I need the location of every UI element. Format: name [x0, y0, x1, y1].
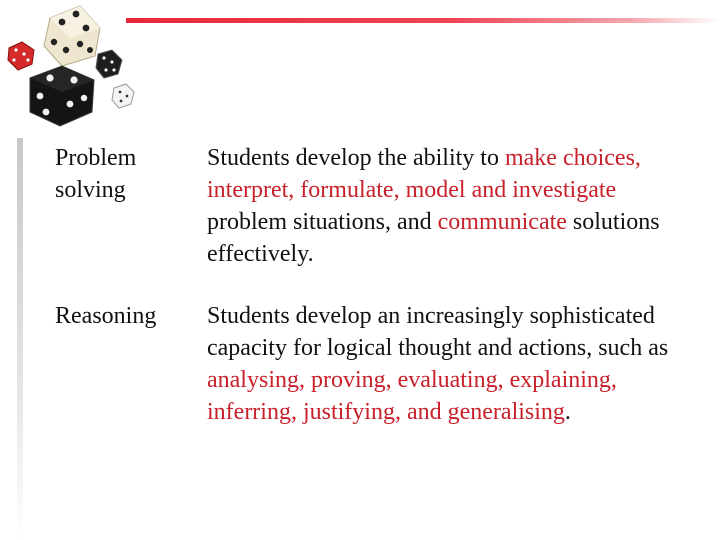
dice-icon [0, 0, 140, 140]
top-accent-rule [126, 18, 720, 23]
term-reasoning: Reasoning [55, 303, 157, 329]
desc-text: problem situations, and [207, 209, 438, 235]
desc-highlight: make choices, interpret, formulate, model and investigate [207, 145, 641, 203]
tiny-white-die-icon [112, 84, 134, 108]
small-black-die-icon [96, 50, 122, 78]
ivory-die-icon [44, 6, 100, 66]
description-reasoning [207, 300, 677, 428]
term-line-1: Problem [55, 145, 137, 171]
red-die-icon [8, 42, 34, 70]
desc-text: Students develop the ability to [207, 145, 505, 171]
desc-highlight: analysing, proving, evaluating, explaining, inferring, justifying, and generalising [207, 367, 617, 425]
black-die-icon [30, 66, 94, 126]
left-accent-rule [17, 138, 23, 540]
desc-text: Students develop an increasingly sophisticated capacity for logical thought and actions, such as [207, 303, 669, 361]
term-problem-solving [55, 142, 195, 206]
term-line-2: solving [55, 177, 126, 203]
desc-highlight: communicate [437, 209, 567, 235]
desc-text: . [564, 399, 571, 425]
description-problem-solving [207, 142, 677, 270]
desc-text: solutions effectively. [207, 209, 660, 267]
